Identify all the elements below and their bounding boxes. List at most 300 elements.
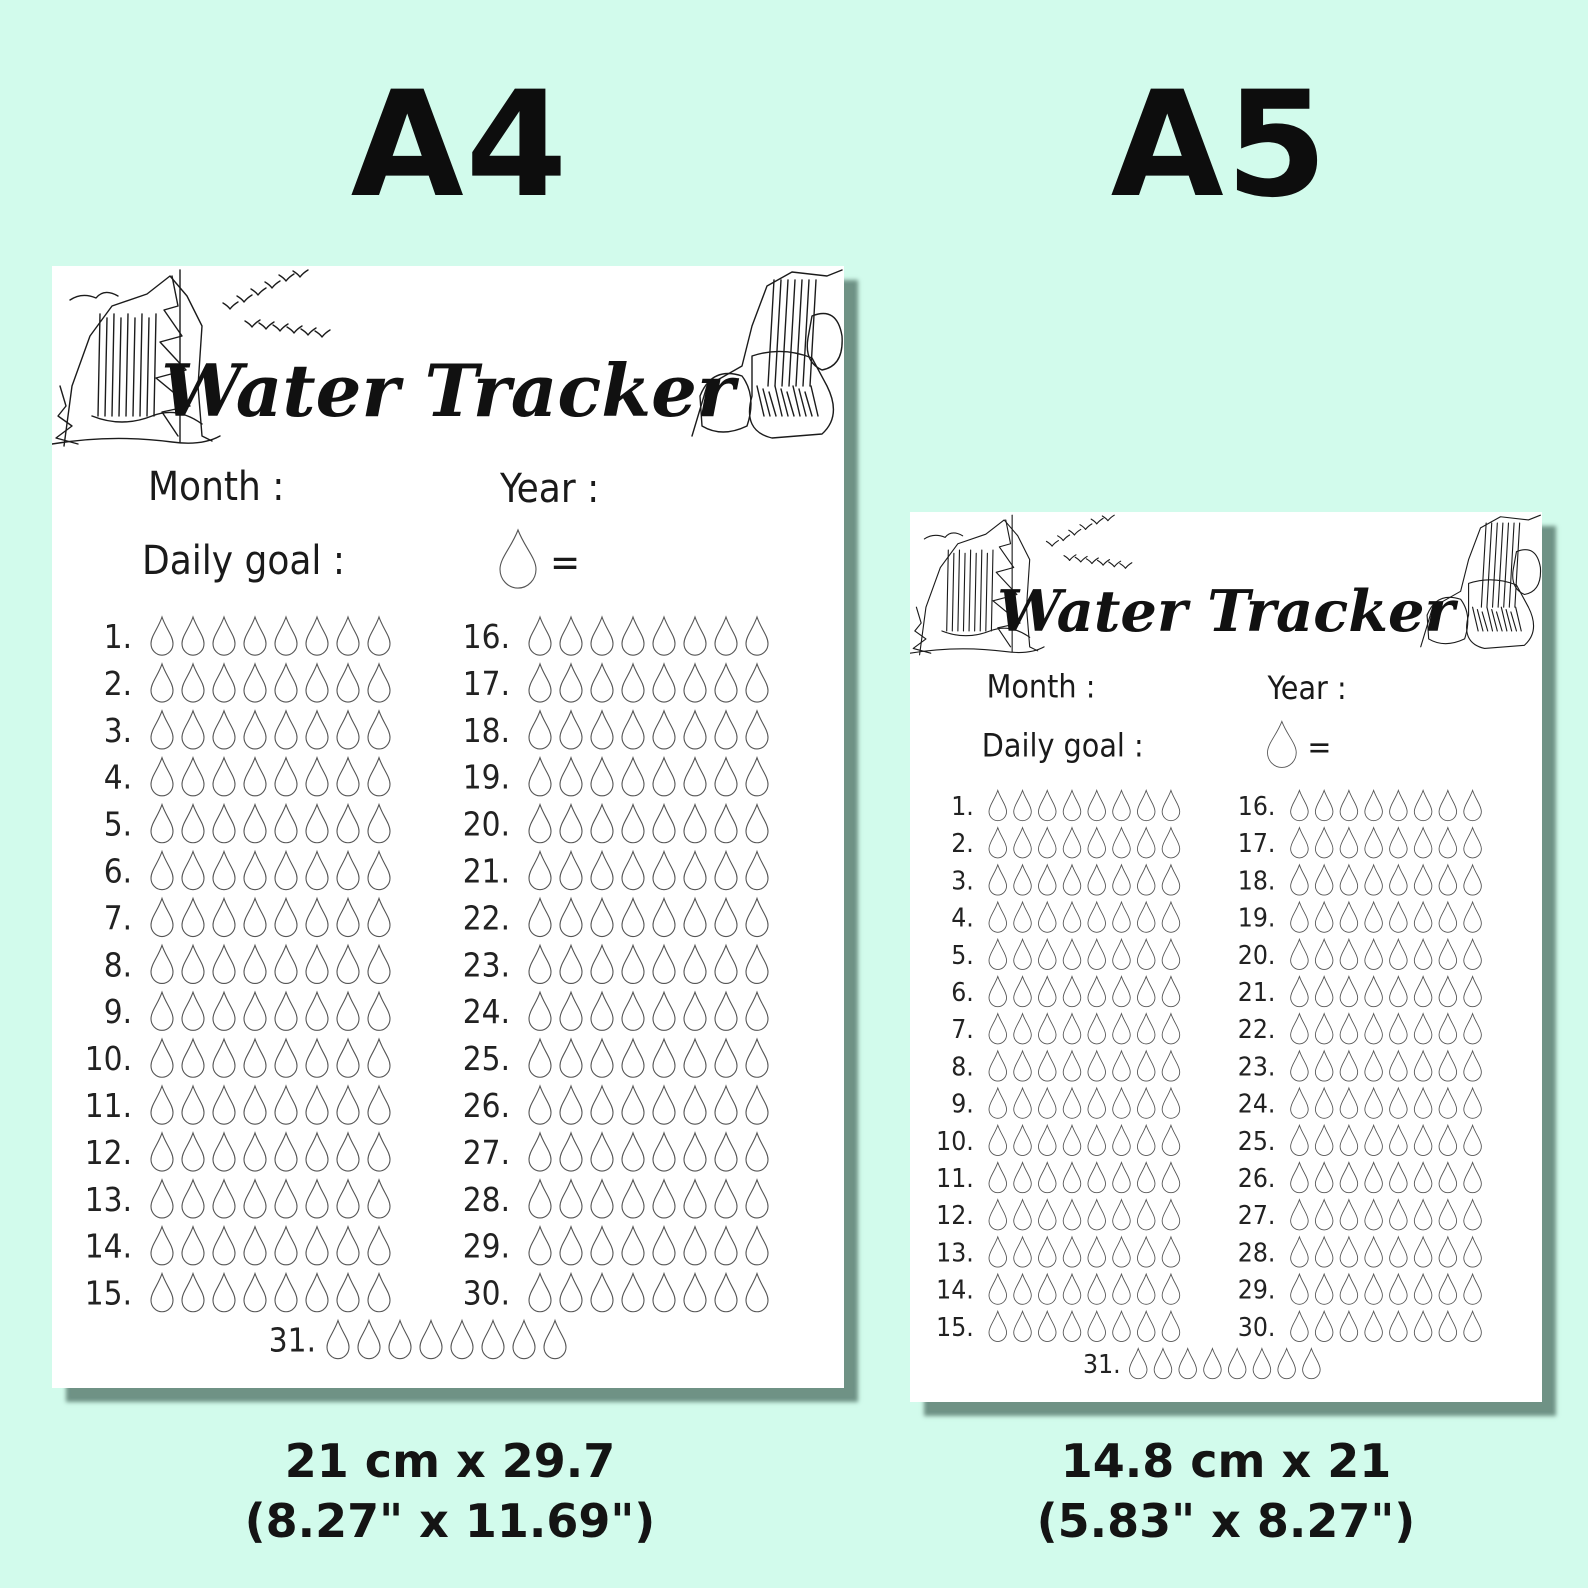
water-drop-icon[interactable] — [1414, 1051, 1432, 1081]
water-drop-icon[interactable] — [1162, 865, 1180, 895]
water-drop-icon[interactable] — [1315, 902, 1333, 932]
water-drop-icon[interactable] — [1113, 1051, 1131, 1081]
water-drop-icon[interactable] — [1137, 976, 1155, 1006]
water-drop-icon[interactable] — [529, 1039, 551, 1077]
water-drop-icon[interactable] — [1088, 828, 1106, 858]
water-drop-icon[interactable] — [1137, 828, 1155, 858]
water-drop-icon[interactable] — [653, 664, 675, 702]
water-drop-icon[interactable] — [1365, 902, 1383, 932]
water-drop-icon[interactable] — [653, 758, 675, 796]
water-drop-icon[interactable] — [213, 1086, 235, 1124]
water-drop-icon[interactable] — [1340, 865, 1358, 895]
water-drop-icon[interactable] — [1315, 939, 1333, 969]
water-drop-icon[interactable] — [1154, 1348, 1172, 1378]
water-drop-icon[interactable] — [1014, 939, 1032, 969]
water-drop-icon[interactable] — [529, 1133, 551, 1171]
water-drop-icon[interactable] — [746, 1039, 768, 1077]
water-drop-icon[interactable] — [1228, 1348, 1246, 1378]
water-drop-icon[interactable] — [213, 992, 235, 1030]
water-drop-icon[interactable] — [244, 1086, 266, 1124]
water-drop-icon[interactable] — [1414, 1088, 1432, 1118]
water-drop-icon[interactable] — [715, 852, 737, 890]
water-drop-icon[interactable] — [1038, 828, 1056, 858]
water-drop-icon[interactable] — [151, 1086, 173, 1124]
water-drop-icon[interactable] — [1113, 1014, 1131, 1044]
water-drop-icon[interactable] — [1390, 1274, 1408, 1304]
water-drop-icon[interactable] — [1390, 1088, 1408, 1118]
water-drop-icon[interactable] — [622, 1180, 644, 1218]
water-drop-icon[interactable] — [182, 758, 204, 796]
water-drop-icon[interactable] — [1390, 1237, 1408, 1267]
water-drop-icon[interactable] — [1464, 939, 1482, 969]
water-drop-icon[interactable] — [1063, 828, 1081, 858]
water-drop-icon[interactable] — [1014, 790, 1032, 820]
water-drop-icon[interactable] — [1291, 976, 1309, 1006]
water-drop-icon[interactable] — [1464, 790, 1482, 820]
water-drop-icon[interactable] — [1315, 828, 1333, 858]
water-drop-icon[interactable] — [1464, 1274, 1482, 1304]
water-drop-icon[interactable] — [1439, 1088, 1457, 1118]
water-drop-icon[interactable] — [1464, 1051, 1482, 1081]
water-drop-icon[interactable] — [244, 945, 266, 983]
water-drop-icon[interactable] — [213, 898, 235, 936]
water-drop-icon[interactable] — [1014, 1051, 1032, 1081]
water-drop-icon[interactable] — [715, 805, 737, 843]
water-drop-icon[interactable] — [213, 852, 235, 890]
water-drop-icon[interactable] — [989, 1311, 1007, 1341]
water-drop-icon[interactable] — [1014, 828, 1032, 858]
water-drop-icon[interactable] — [529, 664, 551, 702]
water-drop-icon[interactable] — [1038, 1274, 1056, 1304]
water-drop-icon[interactable] — [1088, 1051, 1106, 1081]
water-drop-icon[interactable] — [306, 1274, 328, 1312]
water-drop-icon[interactable] — [1315, 1088, 1333, 1118]
water-drop-icon[interactable] — [746, 1086, 768, 1124]
water-drop-icon[interactable] — [244, 1133, 266, 1171]
water-drop-icon[interactable] — [653, 617, 675, 655]
water-drop-icon[interactable] — [420, 1321, 442, 1359]
water-drop-icon[interactable] — [1414, 1200, 1432, 1230]
water-drop-icon[interactable] — [306, 945, 328, 983]
water-drop-icon[interactable] — [275, 1086, 297, 1124]
water-drop-icon[interactable] — [1129, 1348, 1147, 1378]
water-drop-icon[interactable] — [1088, 1162, 1106, 1192]
water-drop-icon[interactable] — [529, 898, 551, 936]
water-drop-icon[interactable] — [1063, 1162, 1081, 1192]
water-drop-icon[interactable] — [1162, 790, 1180, 820]
water-drop-icon[interactable] — [1088, 1200, 1106, 1230]
water-drop-icon[interactable] — [1340, 976, 1358, 1006]
water-drop-icon[interactable] — [182, 1133, 204, 1171]
water-drop-icon[interactable] — [275, 1274, 297, 1312]
water-drop-icon[interactable] — [1162, 1162, 1180, 1192]
water-drop-icon[interactable] — [591, 711, 613, 749]
water-drop-icon[interactable] — [1365, 1274, 1383, 1304]
water-drop-icon[interactable] — [368, 1039, 390, 1077]
water-drop-icon[interactable] — [306, 992, 328, 1030]
water-drop-icon[interactable] — [622, 992, 644, 1030]
water-drop-icon[interactable] — [622, 758, 644, 796]
water-drop-icon[interactable] — [529, 992, 551, 1030]
water-drop-icon[interactable] — [1162, 976, 1180, 1006]
water-drop-icon[interactable] — [306, 758, 328, 796]
water-drop-icon[interactable] — [1063, 976, 1081, 1006]
water-drop-icon[interactable] — [368, 758, 390, 796]
water-drop-icon[interactable] — [1414, 865, 1432, 895]
water-drop-icon[interactable] — [1464, 1162, 1482, 1192]
water-drop-icon[interactable] — [1063, 1274, 1081, 1304]
water-drop-icon[interactable] — [746, 1227, 768, 1265]
water-drop-icon[interactable] — [1014, 1237, 1032, 1267]
water-drop-icon[interactable] — [1414, 1162, 1432, 1192]
water-drop-icon[interactable] — [1414, 1311, 1432, 1341]
water-drop-icon[interactable] — [1113, 1125, 1131, 1155]
water-drop-icon[interactable] — [1113, 1200, 1131, 1230]
water-drop-icon[interactable] — [1137, 865, 1155, 895]
water-drop-icon[interactable] — [591, 1227, 613, 1265]
water-drop-icon[interactable] — [746, 617, 768, 655]
water-drop-icon[interactable] — [1137, 1014, 1155, 1044]
water-drop-icon[interactable] — [1137, 1200, 1155, 1230]
water-drop-icon[interactable] — [337, 805, 359, 843]
water-drop-icon[interactable] — [1088, 790, 1106, 820]
water-drop-icon[interactable] — [591, 1133, 613, 1171]
water-drop-icon[interactable] — [368, 945, 390, 983]
water-drop-icon[interactable] — [1014, 976, 1032, 1006]
water-drop-icon[interactable] — [151, 898, 173, 936]
water-drop-icon[interactable] — [1113, 1311, 1131, 1341]
water-drop-icon[interactable] — [244, 992, 266, 1030]
water-drop-icon[interactable] — [306, 805, 328, 843]
water-drop-icon[interactable] — [182, 1086, 204, 1124]
water-drop-icon[interactable] — [1315, 1311, 1333, 1341]
water-drop-icon[interactable] — [715, 617, 737, 655]
water-drop-icon[interactable] — [1038, 1125, 1056, 1155]
water-drop-icon[interactable] — [368, 1133, 390, 1171]
water-drop-icon[interactable] — [151, 1274, 173, 1312]
water-drop-icon[interactable] — [560, 805, 582, 843]
water-drop-icon[interactable] — [1137, 1051, 1155, 1081]
water-drop-icon[interactable] — [1315, 1014, 1333, 1044]
water-drop-icon[interactable] — [1439, 1125, 1457, 1155]
water-drop-icon[interactable] — [653, 1180, 675, 1218]
water-drop-icon[interactable] — [622, 664, 644, 702]
water-drop-icon[interactable] — [1365, 828, 1383, 858]
water-drop-icon[interactable] — [1038, 1014, 1056, 1044]
water-drop-icon[interactable] — [653, 805, 675, 843]
water-drop-icon[interactable] — [989, 1162, 1007, 1192]
water-drop-icon[interactable] — [1464, 865, 1482, 895]
water-drop-icon[interactable] — [306, 852, 328, 890]
water-drop-icon[interactable] — [1340, 1237, 1358, 1267]
water-drop-icon[interactable] — [529, 1274, 551, 1312]
water-drop-icon[interactable] — [368, 992, 390, 1030]
water-drop-icon[interactable] — [244, 1227, 266, 1265]
water-drop-icon[interactable] — [1162, 1125, 1180, 1155]
water-drop-icon[interactable] — [529, 805, 551, 843]
water-drop-icon[interactable] — [560, 1039, 582, 1077]
water-drop-icon[interactable] — [715, 992, 737, 1030]
water-drop-icon[interactable] — [1439, 1237, 1457, 1267]
water-drop-icon[interactable] — [684, 711, 706, 749]
water-drop-icon[interactable] — [1291, 902, 1309, 932]
water-drop-icon[interactable] — [182, 1039, 204, 1077]
water-drop-icon[interactable] — [306, 1180, 328, 1218]
water-drop-icon[interactable] — [368, 805, 390, 843]
water-drop-icon[interactable] — [1038, 1088, 1056, 1118]
water-drop-icon[interactable] — [1390, 1014, 1408, 1044]
water-drop-icon[interactable] — [1291, 828, 1309, 858]
water-drop-icon[interactable] — [560, 1227, 582, 1265]
water-drop-icon[interactable] — [715, 1274, 737, 1312]
water-drop-icon[interactable] — [560, 852, 582, 890]
water-drop-icon[interactable] — [1464, 976, 1482, 1006]
water-drop-icon[interactable] — [151, 1227, 173, 1265]
water-drop-icon[interactable] — [1340, 1162, 1358, 1192]
water-drop-icon[interactable] — [1315, 1200, 1333, 1230]
water-drop-icon[interactable] — [684, 898, 706, 936]
water-drop-icon[interactable] — [1291, 1274, 1309, 1304]
water-drop-icon[interactable] — [591, 945, 613, 983]
water-drop-icon[interactable] — [529, 852, 551, 890]
water-drop-icon[interactable] — [1439, 828, 1457, 858]
water-drop-icon[interactable] — [1365, 1014, 1383, 1044]
water-drop-icon[interactable] — [1365, 790, 1383, 820]
water-drop-icon[interactable] — [653, 992, 675, 1030]
water-drop-icon[interactable] — [989, 1014, 1007, 1044]
water-drop-icon[interactable] — [560, 1133, 582, 1171]
water-drop-icon[interactable] — [715, 664, 737, 702]
water-drop-icon[interactable] — [1365, 1237, 1383, 1267]
water-drop-icon[interactable] — [151, 992, 173, 1030]
water-drop-icon[interactable] — [1414, 1014, 1432, 1044]
water-drop-icon[interactable] — [182, 1274, 204, 1312]
water-drop-icon[interactable] — [1315, 1051, 1333, 1081]
water-drop-icon[interactable] — [1162, 1274, 1180, 1304]
water-drop-icon[interactable] — [715, 945, 737, 983]
water-drop-icon[interactable] — [244, 1039, 266, 1077]
water-drop-icon[interactable] — [244, 664, 266, 702]
water-drop-icon[interactable] — [275, 945, 297, 983]
water-drop-icon[interactable] — [1162, 1014, 1180, 1044]
water-drop-icon[interactable] — [1038, 976, 1056, 1006]
water-drop-icon[interactable] — [746, 852, 768, 890]
water-drop-icon[interactable] — [653, 1227, 675, 1265]
water-drop-icon[interactable] — [1088, 1237, 1106, 1267]
water-drop-icon[interactable] — [151, 1039, 173, 1077]
water-drop-icon[interactable] — [684, 1227, 706, 1265]
water-drop-icon[interactable] — [337, 1227, 359, 1265]
water-drop-icon[interactable] — [1340, 939, 1358, 969]
water-drop-icon[interactable] — [989, 1088, 1007, 1118]
water-drop-icon[interactable] — [746, 1180, 768, 1218]
water-drop-icon[interactable] — [989, 865, 1007, 895]
water-drop-icon[interactable] — [1014, 1274, 1032, 1304]
water-drop-icon[interactable] — [653, 898, 675, 936]
water-drop-icon[interactable] — [544, 1321, 566, 1359]
water-drop-icon[interactable] — [275, 805, 297, 843]
water-drop-icon[interactable] — [746, 711, 768, 749]
water-drop-icon[interactable] — [1137, 1125, 1155, 1155]
water-drop-icon[interactable] — [591, 617, 613, 655]
water-drop-icon[interactable] — [1315, 1237, 1333, 1267]
water-drop-icon[interactable] — [1390, 939, 1408, 969]
water-drop-icon[interactable] — [1162, 902, 1180, 932]
water-drop-icon[interactable] — [989, 1051, 1007, 1081]
water-drop-icon[interactable] — [560, 617, 582, 655]
water-drop-icon[interactable] — [1291, 939, 1309, 969]
water-drop-icon[interactable] — [1063, 1125, 1081, 1155]
water-drop-icon[interactable] — [1014, 1014, 1032, 1044]
water-drop-icon[interactable] — [1439, 1274, 1457, 1304]
water-drop-icon[interactable] — [684, 1133, 706, 1171]
water-drop-icon[interactable] — [1063, 1051, 1081, 1081]
water-drop-icon[interactable] — [746, 898, 768, 936]
water-drop-icon[interactable] — [1365, 865, 1383, 895]
water-drop-icon[interactable] — [715, 1039, 737, 1077]
water-drop-icon[interactable] — [1291, 865, 1309, 895]
water-drop-icon[interactable] — [1014, 1088, 1032, 1118]
water-drop-icon[interactable] — [622, 1039, 644, 1077]
water-drop-icon[interactable] — [622, 1274, 644, 1312]
water-drop-icon[interactable] — [368, 617, 390, 655]
water-drop-icon[interactable] — [684, 1274, 706, 1312]
water-drop-icon[interactable] — [1162, 1088, 1180, 1118]
water-drop-icon[interactable] — [213, 1227, 235, 1265]
water-drop-icon[interactable] — [482, 1321, 504, 1359]
water-drop-icon[interactable] — [1162, 1051, 1180, 1081]
water-drop-icon[interactable] — [684, 992, 706, 1030]
water-drop-icon[interactable] — [1464, 1125, 1482, 1155]
water-drop-icon[interactable] — [1340, 1088, 1358, 1118]
water-drop-icon[interactable] — [244, 852, 266, 890]
water-drop-icon[interactable] — [684, 805, 706, 843]
water-drop-icon[interactable] — [1063, 865, 1081, 895]
water-drop-icon[interactable] — [275, 1039, 297, 1077]
water-drop-icon[interactable] — [306, 617, 328, 655]
water-drop-icon[interactable] — [622, 852, 644, 890]
water-drop-icon[interactable] — [746, 664, 768, 702]
water-drop-icon[interactable] — [1014, 865, 1032, 895]
water-drop-icon[interactable] — [746, 945, 768, 983]
water-drop-icon[interactable] — [337, 1133, 359, 1171]
water-drop-icon[interactable] — [529, 1180, 551, 1218]
water-drop-icon[interactable] — [1439, 1051, 1457, 1081]
water-drop-icon[interactable] — [622, 1086, 644, 1124]
water-drop-icon[interactable] — [182, 945, 204, 983]
water-drop-icon[interactable] — [337, 664, 359, 702]
water-drop-icon[interactable] — [989, 1237, 1007, 1267]
water-drop-icon[interactable] — [213, 617, 235, 655]
water-drop-icon[interactable] — [591, 992, 613, 1030]
water-drop-icon[interactable] — [275, 898, 297, 936]
water-drop-icon[interactable] — [1365, 1162, 1383, 1192]
water-drop-icon[interactable] — [1464, 1088, 1482, 1118]
water-drop-icon[interactable] — [244, 711, 266, 749]
water-drop-icon[interactable] — [1038, 865, 1056, 895]
water-drop-icon[interactable] — [1315, 1274, 1333, 1304]
water-drop-icon[interactable] — [1137, 1237, 1155, 1267]
water-drop-icon[interactable] — [1063, 1088, 1081, 1118]
water-drop-icon[interactable] — [244, 758, 266, 796]
water-drop-icon[interactable] — [1414, 976, 1432, 1006]
water-drop-icon[interactable] — [1113, 976, 1131, 1006]
water-drop-icon[interactable] — [989, 1274, 1007, 1304]
water-drop-icon[interactable] — [182, 852, 204, 890]
water-drop-icon[interactable] — [653, 852, 675, 890]
water-drop-icon[interactable] — [368, 1086, 390, 1124]
water-drop-icon[interactable] — [1414, 828, 1432, 858]
water-drop-icon[interactable] — [213, 1274, 235, 1312]
water-drop-icon[interactable] — [1038, 1237, 1056, 1267]
water-drop-icon[interactable] — [182, 1180, 204, 1218]
water-drop-icon[interactable] — [275, 1133, 297, 1171]
water-drop-icon[interactable] — [560, 1180, 582, 1218]
water-drop-icon[interactable] — [337, 945, 359, 983]
water-drop-icon[interactable] — [1414, 1237, 1432, 1267]
water-drop-icon[interactable] — [1365, 1125, 1383, 1155]
water-drop-icon[interactable] — [244, 617, 266, 655]
water-drop-icon[interactable] — [368, 1227, 390, 1265]
water-drop-icon[interactable] — [337, 711, 359, 749]
water-drop-icon[interactable] — [653, 1133, 675, 1171]
water-drop-icon[interactable] — [622, 805, 644, 843]
water-drop-icon[interactable] — [1365, 1088, 1383, 1118]
water-drop-icon[interactable] — [1291, 1237, 1309, 1267]
water-drop-icon[interactable] — [1390, 828, 1408, 858]
water-drop-icon[interactable] — [1113, 1162, 1131, 1192]
water-drop-icon[interactable] — [1038, 902, 1056, 932]
water-drop-icon[interactable] — [1113, 1274, 1131, 1304]
water-drop-icon[interactable] — [1088, 1014, 1106, 1044]
water-drop-icon[interactable] — [1439, 1200, 1457, 1230]
water-drop-icon[interactable] — [1439, 1162, 1457, 1192]
water-drop-icon[interactable] — [151, 664, 173, 702]
water-drop-icon[interactable] — [1291, 1125, 1309, 1155]
water-drop-icon[interactable] — [1088, 939, 1106, 969]
water-drop-icon[interactable] — [151, 852, 173, 890]
water-drop-icon[interactable] — [560, 664, 582, 702]
water-drop-icon[interactable] — [1088, 1088, 1106, 1118]
water-drop-icon[interactable] — [213, 805, 235, 843]
water-drop-icon[interactable] — [1113, 828, 1131, 858]
water-drop-icon[interactable] — [1063, 1237, 1081, 1267]
water-drop-icon[interactable] — [1063, 1311, 1081, 1341]
water-drop-icon[interactable] — [1088, 1311, 1106, 1341]
water-drop-icon[interactable] — [1162, 1200, 1180, 1230]
water-drop-icon[interactable] — [213, 1180, 235, 1218]
water-drop-icon[interactable] — [1038, 939, 1056, 969]
water-drop-icon[interactable] — [1179, 1348, 1197, 1378]
water-drop-icon[interactable] — [1014, 1311, 1032, 1341]
water-drop-icon[interactable] — [1390, 902, 1408, 932]
water-drop-icon[interactable] — [275, 617, 297, 655]
water-drop-icon[interactable] — [989, 1200, 1007, 1230]
water-drop-icon[interactable] — [529, 617, 551, 655]
water-drop-icon[interactable] — [1439, 939, 1457, 969]
water-drop-icon[interactable] — [1439, 1311, 1457, 1341]
water-drop-icon[interactable] — [451, 1321, 473, 1359]
water-drop-icon[interactable] — [368, 898, 390, 936]
water-drop-icon[interactable] — [560, 945, 582, 983]
water-drop-icon[interactable] — [1365, 939, 1383, 969]
water-drop-icon[interactable] — [1390, 1125, 1408, 1155]
water-drop-icon[interactable] — [337, 1039, 359, 1077]
water-drop-icon[interactable] — [1113, 1088, 1131, 1118]
water-drop-icon[interactable] — [1439, 865, 1457, 895]
water-drop-icon[interactable] — [337, 758, 359, 796]
water-drop-icon[interactable] — [244, 805, 266, 843]
